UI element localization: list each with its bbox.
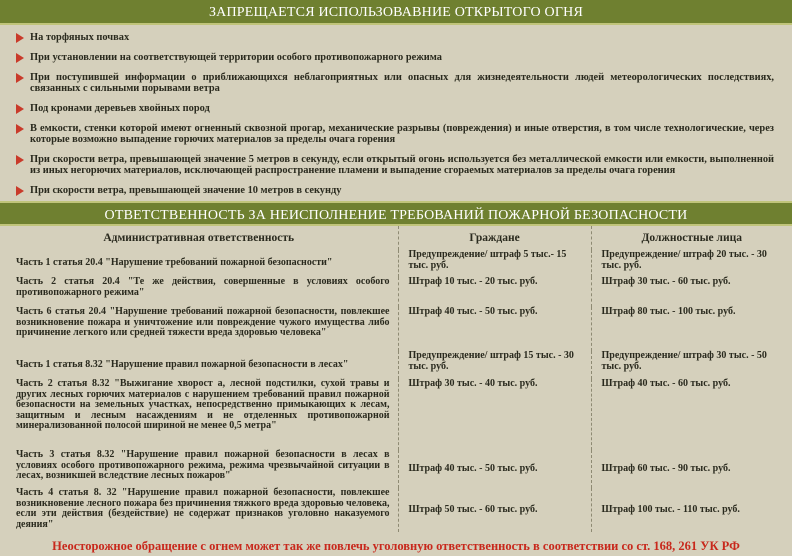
table-row: [0, 488, 792, 532]
table-row: [0, 307, 792, 351]
article-cell: Часть 6 статья 20.4 "Нарушение требований пожарной безопасности, повлекшее возникновение пожара и уничтожение или повреждение чужого имущества либо причинение легкого или средней тяжести вреда здоровью человека": [16, 306, 390, 339]
table-row: [0, 450, 792, 488]
citizens-penalty-cell: Предупреждение/ штраф 5 тыс.- 15 тыс. руб.: [398, 250, 591, 277]
prohibition-item: При установлении на соответствующей территории особого противопожарного режима: [16, 52, 774, 63]
table-header-row: [0, 226, 792, 250]
prohibition-item: В емкости, стенки которой имеют огненный сквозной прогар, механические разрывы (повреждения) и иные отверстия, в том числе технологические, через которые возможно выпадение горючих материалов за пределы очага горения: [16, 123, 774, 145]
article-cell: Часть 3 статья 8.32 "Нарушение правил пожарной безопасности в лесах в условиях особого противопожарного режима, режима чрезвычайной ситуации в лесах, возникшей вследствие лесных пожаров": [16, 449, 390, 482]
officials-penalty-cell: Штраф 100 тыс. - 110 тыс. руб.: [591, 488, 792, 532]
table-row: [0, 250, 792, 277]
table-row: [0, 379, 792, 450]
article-cell: Часть 1 статья 8.32 "Нарушение правил пожарной безопасности в лесах": [16, 358, 349, 370]
triangle-bullet-icon: [16, 155, 24, 165]
article-cell: Часть 4 статья 8. 32 "Нарушение правил пожарной безопасности, повлекшее возникновение лесного пожара без причинения тяжкого вреда здоровью человека, если эти действия (бездействие) не содержат признаков уголовно наказуемого деяния": [16, 487, 390, 530]
citizens-penalty-cell: Штраф 50 тыс. - 60 тыс. руб.: [398, 488, 591, 532]
prohibition-item: При скорости ветра, превышающей значение 10 метров в секунду: [16, 185, 774, 196]
article-cell: Часть 1 статья 20.4 "Нарушение требований пожарной безопасности": [16, 257, 333, 269]
officials-penalty-cell: Предупреждение/ штраф 20 тыс. - 30 тыс. руб.: [591, 250, 792, 277]
prohibition-item: При поступившей информации о приближающихся неблагоприятных или опасных для жизнедеятельности людей метеорологических последствиях, связанных с сильными порывами ветра: [16, 72, 774, 94]
triangle-bullet-icon: [16, 124, 24, 134]
triangle-bullet-icon: [16, 33, 24, 43]
article-cell: Часть 2 статья 20.4 "Те же действия, совершенные в условиях особого противопожарного режима": [16, 276, 390, 298]
officials-penalty-cell: Штраф 30 тыс. - 60 тыс. руб.: [591, 277, 792, 307]
prohibition-item: Под кронами деревьев хвойных пород: [16, 103, 774, 114]
responsibility-banner: [0, 201, 792, 226]
prohibition-list: [0, 25, 792, 196]
table-row: [0, 277, 792, 307]
column-header-citizens: Граждане: [398, 226, 591, 250]
prohibition-item: На торфяных почвах: [16, 32, 774, 43]
officials-penalty-cell: Предупреждение/ штраф 30 тыс. - 50 тыс. руб.: [591, 351, 792, 379]
triangle-bullet-icon: [16, 186, 24, 196]
triangle-bullet-icon: [16, 53, 24, 63]
citizens-penalty-cell: Штраф 10 тыс. - 20 тыс. руб.: [398, 277, 591, 307]
officials-penalty-cell: Штраф 40 тыс. - 60 тыс. руб.: [591, 379, 792, 450]
column-header-officials: Должностные лица: [591, 226, 792, 250]
table-row: [0, 351, 792, 379]
prohibition-title: ЗАПРЕЩАЕТСЯ ИСПОЛЬЗОВАВНИЕ ОТКРЫТОГО ОГНЯ: [208, 5, 584, 20]
column-header-administrative: Административная ответственность: [103, 232, 295, 244]
penalties-table: [0, 226, 792, 532]
triangle-bullet-icon: [16, 104, 24, 114]
triangle-bullet-icon: [16, 73, 24, 83]
prohibition-banner: [0, 0, 792, 25]
article-cell: Часть 2 статья 8.32 "Выжигание хворост а, лесной подстилки, сухой травы и других лесных горючих материалов с нарушением требований правил пожарной безопасности на земельных участках, непосредственно примыкающих к лесам, защитным и лесным насаждениям и не отделенных противопожарной минерализованной полосой шириной не менее 0,5 метра": [16, 378, 390, 432]
officials-penalty-cell: Штраф 80 тыс. - 100 тыс. руб.: [591, 307, 792, 351]
citizens-penalty-cell: Штраф 40 тыс. - 50 тыс. руб.: [398, 307, 591, 351]
responsibility-title: ОТВЕТСТВЕННОСТЬ ЗА НЕИСПОЛНЕНИЕ ТРЕБОВАНИЙ ПОЖАРНОЙ БЕЗОПАСНОСТИ: [104, 208, 688, 223]
citizens-penalty-cell: Штраф 30 тыс. - 40 тыс. руб.: [398, 379, 591, 450]
criminal-liability-footer: Неосторожное обращение с огнем может так же повлечь уголовную ответственность в соответствии со ст. 168, 261 УК РФ: [52, 539, 740, 553]
citizens-penalty-cell: Штраф 40 тыс. - 50 тыс. руб.: [398, 450, 591, 488]
officials-penalty-cell: Штраф 60 тыс. - 90 тыс. руб.: [591, 450, 792, 488]
citizens-penalty-cell: Предупреждение/ штраф 15 тыс. - 30 тыс. руб.: [398, 351, 591, 379]
prohibition-item: При скорости ветра, превышающей значение 5 метров в секунду, если открытый огонь используется без металлической емкости или емкости, выполненной из иных негорючих материалов, исключающей распространение пламени и выпадение сгораемых материалов за пределы очага горения: [16, 154, 774, 176]
